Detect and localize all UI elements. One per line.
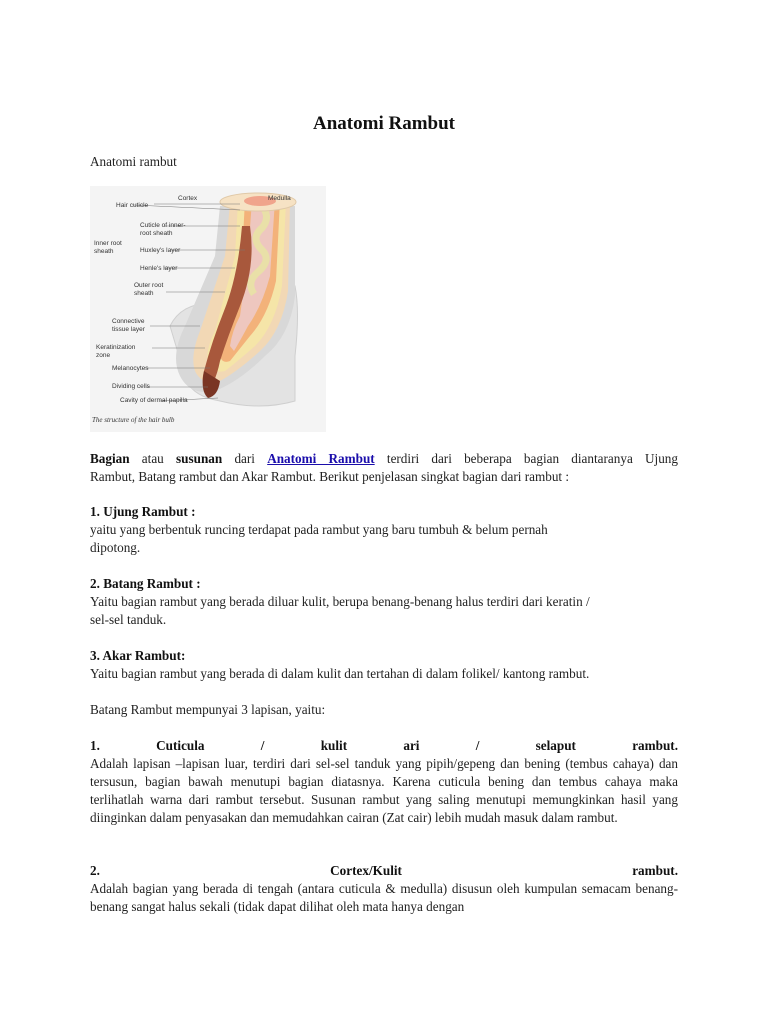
layer-1-body: Adalah lapisan –lapisan luar, terdiri dari sel-sel tanduk yang pipih/gepeng dan bening (tembus cahaya) dan tersusun, bagian bawah menutupi bagian diatasnya. Karena cuticula bening dan tembus cahaya maka terlihatlah warna dari rambut tersebut. Susunan rambut yang saling menutupi memungkinkan hasil yang diinginkan dalam penyasakan dan memudahkan cairan (Zat cair) lebih mudah masuk dalam rambut. — [90, 756, 678, 825]
section-1-heading: 1. Ujung Rambut : — [90, 504, 196, 519]
layer-2-heading: 2. Cortex/Kulit rambut. — [90, 863, 678, 878]
label-melanocytes: Melanocytes — [112, 365, 149, 372]
section-akar-rambut — [90, 647, 678, 683]
label-medulla: Medulla — [268, 195, 291, 202]
anatomi-rambut-link[interactable]: Anatomi Rambut — [267, 451, 375, 466]
layer-1-heading: 1. Cuticula / kulit ari / selaput rambut. — [90, 738, 678, 753]
text-atau: atau — [129, 451, 177, 466]
layers-intro: Batang Rambut mempunyai 3 lapisan, yaitu: — [90, 702, 326, 717]
section-2-line-2: sel-sel tanduk. — [90, 612, 167, 627]
label-inner-root: Inner root — [94, 240, 122, 247]
bold-bagian: Bagian — [90, 451, 130, 466]
intro-rest: terdiri dari beberapa bagian diantaranya Ujung — [374, 451, 678, 466]
layer-cuticula — [90, 737, 678, 827]
hair-bulb-figure — [90, 186, 326, 432]
section-2-heading: 2. Batang Rambut : — [90, 576, 201, 591]
layer-cortex — [90, 862, 678, 916]
section-ujung-rambut — [90, 503, 678, 557]
figure-labels — [90, 186, 326, 432]
intro-line-2: Rambut, Batang rambut dan Akar Rambut. Berikut penjelasan singkat bagian dari rambut : — [90, 469, 570, 484]
label-cortex: Cortex — [178, 195, 198, 202]
text-dari: dari — [222, 451, 268, 466]
label-dividing-cells: Dividing cells — [112, 383, 150, 390]
section-batang-rambut — [90, 575, 678, 629]
label-outer-root: Outer root — [134, 282, 164, 289]
layer-2-body: Adalah bagian yang berada di tengah (antara cuticula & medulla) disusun oleh kumpulan semacam benang-benang sangat halus sekali (tidak dapat dilihat oleh mata hanya dengan — [90, 881, 678, 914]
section-3-line-1: Yaitu bagian rambut yang berada di dalam kulit dan tertahan di dalam folikel/ kantong rambut. — [90, 666, 590, 681]
label-tissue-layer: tissue layer — [112, 326, 145, 333]
label-henle: Henle's layer — [140, 265, 178, 272]
section-1-line-1: yaitu yang berbentuk runcing terdapat pada rambut yang baru tumbuh & belum pernah — [90, 522, 548, 537]
bold-susunan: susunan — [176, 451, 223, 466]
label-keratinization: Keratinization — [96, 344, 136, 351]
label-cuticle-inner: Cuticle of inner- — [140, 222, 186, 229]
label-hair-cuticle: Hair cuticle — [116, 202, 149, 209]
label-huxley: Huxley's layer — [140, 247, 181, 254]
page-title: Anatomi Rambut — [313, 113, 455, 134]
image-caption: Anatomi rambut — [90, 154, 177, 169]
label-outer-sheath: sheath — [134, 290, 154, 297]
label-inner-sheath: sheath — [94, 248, 114, 255]
intro-paragraph — [90, 450, 678, 486]
label-root-sheath: root sheath — [140, 230, 173, 237]
figure-caption: The structure of the hair bulb — [92, 416, 175, 424]
intro-line-1 — [90, 450, 678, 468]
label-cavity: Cavity of dermal papilla — [120, 397, 188, 404]
label-zone: zone — [96, 352, 111, 359]
section-1-line-2: dipotong. — [90, 540, 141, 555]
section-3-heading: 3. Akar Rambut: — [90, 648, 186, 663]
label-connective: Connective — [112, 318, 145, 325]
section-2-line-1: Yaitu bagian rambut yang berada diluar kulit, berupa benang-benang halus terdiri dari keratin / — [90, 594, 590, 609]
